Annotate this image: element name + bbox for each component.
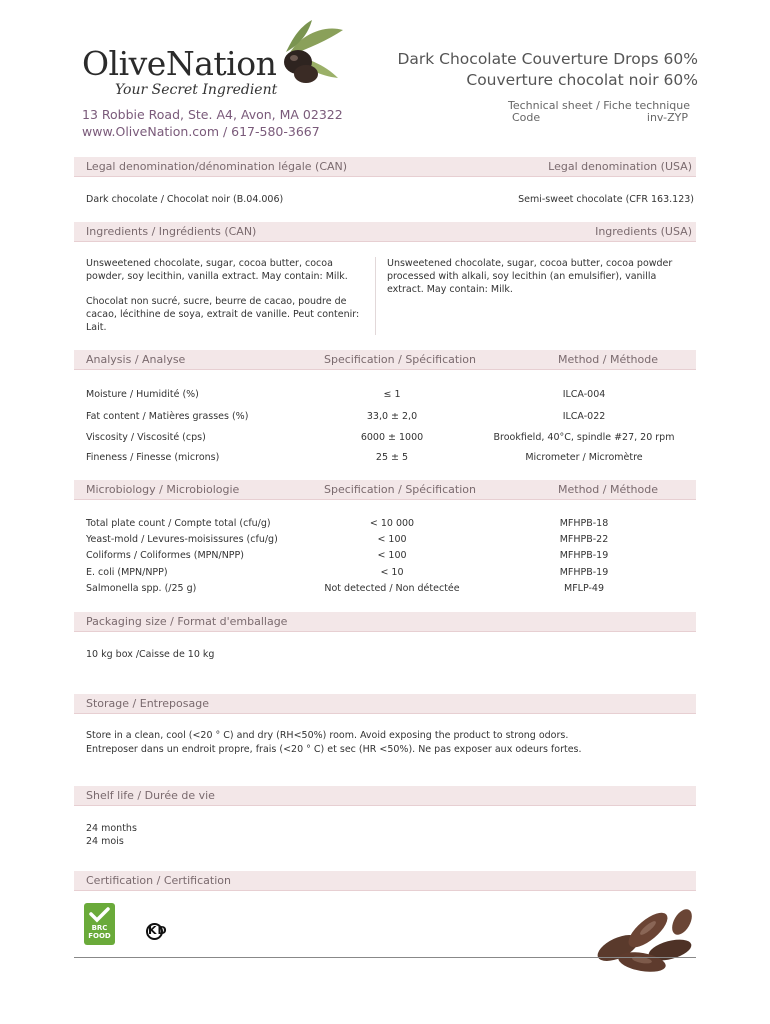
analysis-row-name: Fat content / Matières grasses (%) — [86, 411, 249, 422]
analysis-row-name: Fineness / Finesse (microns) — [86, 452, 220, 463]
ingredients-header-can: Ingredients / Ingrédients (CAN) — [86, 225, 257, 238]
ingredients-divider — [375, 257, 376, 335]
shelf-life-en: 24 months — [86, 823, 137, 834]
legal-header-can: Legal denomination/dénomination légale (CAN) — [86, 160, 348, 173]
analysis-row-name: Viscosity / Viscosité (cps) — [86, 432, 206, 443]
micro-row-spec: < 100 — [377, 550, 407, 561]
legal-value-can: Dark chocolate / Chocolat noir (B.04.006) — [86, 194, 284, 205]
packaging-header: Packaging size / Format d'emballage — [86, 615, 288, 628]
check-icon — [84, 905, 115, 925]
micro-row-name: Salmonella spp. (/25 g) — [86, 583, 197, 594]
ingredients-can-en: Unsweetened chocolate, sugar, cocoa butter, cocoa powder, soy lecithin, vanilla extract. May contain: Milk. — [86, 258, 348, 282]
analysis-method-header: Method / Méthode — [558, 353, 658, 366]
micro-row-name: Total plate count / Compte total (cfu/g) — [86, 518, 271, 529]
micro-row-method: MFHPB-19 — [559, 567, 609, 578]
micro-row-method: MFLP-49 — [564, 583, 604, 594]
brc-food-badge — [84, 903, 115, 945]
microbiology-header: Microbiology / Microbiologie — [86, 483, 240, 496]
analysis-row-spec: ≤ 1 — [383, 389, 401, 400]
storage-header: Storage / Entreposage — [86, 697, 209, 710]
micro-row-spec: < 10 000 — [369, 518, 415, 529]
microbiology-spec-header: Specification / Spécification — [324, 483, 476, 496]
micro-row-name: Coliforms / Coliformes (MPN/NPP) — [86, 550, 244, 561]
analysis-row-spec: 6000 ± 1000 — [360, 432, 424, 443]
micro-row-method: MFHPB-22 — [559, 534, 609, 545]
ingredients-can-fr: Chocolat non sucré, sucre, beurre de cacao, poudre de cacao, lécithine de soya, extrait de vanille. Peut contenir: Lait. — [86, 296, 360, 333]
brand-logo-text: OliveNation — [82, 44, 277, 83]
analysis-header: Analysis / Analyse — [86, 353, 186, 366]
shelf-life-section-header — [74, 786, 696, 806]
storage-line-en: Store in a clean, cool (<20 ° C) and dry (RH<50%) room. Avoid exposing the product to strong odors. — [86, 730, 569, 741]
brand-tagline: Your Secret Ingredient — [115, 82, 278, 98]
legal-header-usa: Legal denomination (USA) — [548, 160, 692, 173]
microbiology-section-header — [74, 480, 696, 500]
micro-row-spec: Not detected / Non détectée — [324, 583, 460, 594]
company-address — [82, 106, 343, 140]
microbiology-method-header: Method / Méthode — [558, 483, 658, 496]
micro-row-spec: < 100 — [377, 534, 407, 545]
storage-section-header — [74, 694, 696, 714]
packaging-value: 10 kg box /Caisse de 10 kg — [86, 649, 215, 660]
code-value: inv-ZYP — [646, 111, 688, 124]
kosher-kd-label: KD — [148, 924, 168, 937]
packaging-section-header — [74, 612, 696, 632]
analysis-row-name: Moisture / Humidité (%) — [86, 389, 199, 400]
ingredients-usa: Unsweetened chocolate, sugar, cocoa butter, cocoa powder processed with alkali, soy lecithin (an emulsifier), vanilla extract. May contain: Milk. — [387, 258, 673, 295]
address-line: 13 Robbie Road, Ste. A4, Avon, MA 02322 — [82, 107, 343, 122]
certification-header: Certification / Certification — [86, 874, 231, 887]
analysis-spec-header: Specification / Spécification — [324, 353, 476, 366]
micro-row-method: MFHPB-19 — [559, 550, 609, 561]
micro-row-method: MFHPB-18 — [559, 518, 609, 529]
micro-row-name: E. coli (MPN/NPP) — [86, 567, 168, 578]
analysis-row-method: ILCA-004 — [562, 389, 606, 400]
analysis-section-header — [74, 350, 696, 370]
code-label: Code — [512, 111, 541, 124]
brc-text: BRC — [91, 924, 108, 932]
product-title-en: Dark Chocolate Couverture Drops 60% — [397, 50, 698, 68]
olive-branch-icon — [268, 16, 348, 88]
product-title-fr: Couverture chocolat noir 60% — [466, 71, 698, 89]
analysis-row-spec: 33,0 ± 2,0 — [366, 411, 418, 422]
ingredients-section-header — [74, 222, 696, 242]
legal-value-usa: Semi-sweet chocolate (CFR 163.123) — [518, 194, 694, 205]
storage-line-fr: Entreposer dans un endroit propre, frais (<20 ° C) et sec (HR <50%). Ne pas exposer aux odeurs fortes. — [86, 744, 582, 755]
analysis-row-method: ILCA-022 — [562, 411, 606, 422]
website-phone-line: www.OliveNation.com / 617-580-3667 — [82, 124, 320, 139]
analysis-row-method: Brookfield, 40°C, spindle #27, 20 rpm — [493, 432, 675, 443]
analysis-row-spec: 25 ± 5 — [375, 452, 409, 463]
shelf-life-header: Shelf life / Durée de vie — [86, 789, 215, 802]
legal-section-header — [74, 157, 696, 177]
chocolate-drops-image — [590, 888, 700, 988]
brc-food-text: FOOD — [88, 932, 111, 940]
ingredients-header-usa: Ingredients (USA) — [595, 225, 692, 238]
technical-sheet-label: Technical sheet / Fiche technique — [508, 99, 690, 112]
analysis-row-method: Micrometer / Micromètre — [525, 452, 643, 463]
shelf-life-fr: 24 mois — [86, 836, 124, 847]
micro-row-name: Yeast-mold / Levures-moisissures (cfu/g) — [86, 534, 278, 545]
micro-row-spec: < 10 — [380, 567, 404, 578]
footer-divider — [74, 957, 696, 958]
